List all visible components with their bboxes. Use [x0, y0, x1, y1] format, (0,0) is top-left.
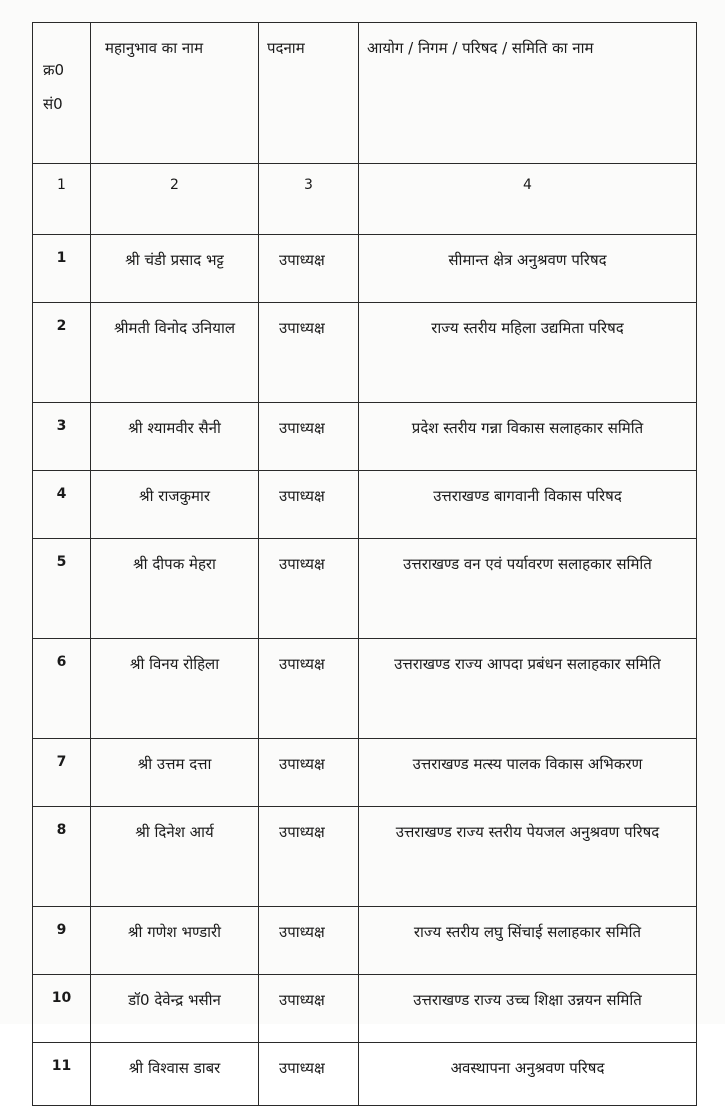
designation-cell: उपाध्यक्ष [259, 403, 359, 471]
designation-cell: उपाध्यक्ष [259, 471, 359, 539]
official-name-cell: श्री श्यामवीर सैनी [91, 403, 259, 471]
column-index: 2 [91, 164, 259, 235]
header-name: महानुभाव का नाम [91, 23, 259, 164]
designation-cell: उपाध्यक्ष [259, 639, 359, 739]
header-serial: क्र0 सं0 [33, 23, 91, 164]
table-row [33, 807, 697, 907]
official-name-cell: श्री राजकुमार [91, 471, 259, 539]
official-name-cell: डॉ0 देवेन्द्र भसीन [91, 975, 259, 1043]
organization-cell: उत्तराखण्ड बागवानी विकास परिषद [359, 471, 697, 539]
table-row [33, 403, 697, 471]
organization-cell: उत्तराखण्ड वन एवं पर्यावरण सलाहकार समिति [359, 539, 697, 639]
designation-cell: उपाध्यक्ष [259, 739, 359, 807]
serial-number-cell: 7 [33, 739, 91, 807]
designation-cell: उपाध्यक्ष [259, 539, 359, 639]
serial-number-cell: 10 [33, 975, 91, 1043]
official-name-cell: श्री दीपक मेहरा [91, 539, 259, 639]
table-header-row [33, 23, 697, 164]
column-index: 3 [259, 164, 359, 235]
serial-number-cell: 4 [33, 471, 91, 539]
designation-cell: उपाध्यक्ष [259, 1043, 359, 1106]
table-row [33, 639, 697, 739]
official-name-cell: श्री विनय रोहिला [91, 639, 259, 739]
serial-number-cell: 9 [33, 907, 91, 975]
designation-cell: उपाध्यक्ष [259, 807, 359, 907]
column-index: 1 [33, 164, 91, 235]
organization-cell: उत्तराखण्ड राज्य आपदा प्रबंधन सलाहकार समिति [359, 639, 697, 739]
table-row [33, 471, 697, 539]
organization-cell: राज्य स्तरीय महिला उद्यमिता परिषद [359, 303, 697, 403]
table-row [33, 235, 697, 303]
column-index-row [33, 164, 697, 235]
header-designation: पदनाम [259, 23, 359, 164]
official-name-cell: श्री गणेश भण्डारी [91, 907, 259, 975]
organization-cell: प्रदेश स्तरीय गन्ना विकास सलाहकार समिति [359, 403, 697, 471]
official-name-cell: श्री विश्वास डाबर [91, 1043, 259, 1106]
serial-number-cell: 2 [33, 303, 91, 403]
serial-number-cell: 3 [33, 403, 91, 471]
organization-cell: राज्य स्तरीय लघु सिंचाई सलाहकार समिति [359, 907, 697, 975]
organization-cell: सीमान्त क्षेत्र अनुश्रवण परिषद [359, 235, 697, 303]
organization-cell: उत्तराखण्ड राज्य स्तरीय पेयजल अनुश्रवण परिषद [359, 807, 697, 907]
table-row [33, 1043, 697, 1106]
table-row [33, 975, 697, 1043]
designation-cell: उपाध्यक्ष [259, 907, 359, 975]
organization-cell: उत्तराखण्ड मत्स्य पालक विकास अभिकरण [359, 739, 697, 807]
header-organization: आयोग / निगम / परिषद / समिति का नाम [359, 23, 697, 164]
column-index: 4 [359, 164, 697, 235]
serial-number-cell: 5 [33, 539, 91, 639]
designation-cell: उपाध्यक्ष [259, 303, 359, 403]
official-name-cell: श्रीमती विनोद उनियाल [91, 303, 259, 403]
serial-number-cell: 1 [33, 235, 91, 303]
designation-cell: उपाध्यक्ष [259, 975, 359, 1043]
official-name-cell: श्री उत्तम दत्ता [91, 739, 259, 807]
serial-number-cell: 6 [33, 639, 91, 739]
official-name-cell: श्री दिनेश आर्य [91, 807, 259, 907]
serial-number-cell: 8 [33, 807, 91, 907]
designation-cell: उपाध्यक्ष [259, 235, 359, 303]
table-row [33, 303, 697, 403]
table-row [33, 907, 697, 975]
official-name-cell: श्री चंडी प्रसाद भट्ट [91, 235, 259, 303]
officials-table [32, 22, 697, 1106]
table-row [33, 739, 697, 807]
organization-cell: उत्तराखण्ड राज्य उच्च शिक्षा उन्नयन समिति [359, 975, 697, 1043]
organization-cell: अवस्थापना अनुश्रवण परिषद [359, 1043, 697, 1106]
table-row [33, 539, 697, 639]
serial-number-cell: 11 [33, 1043, 91, 1106]
